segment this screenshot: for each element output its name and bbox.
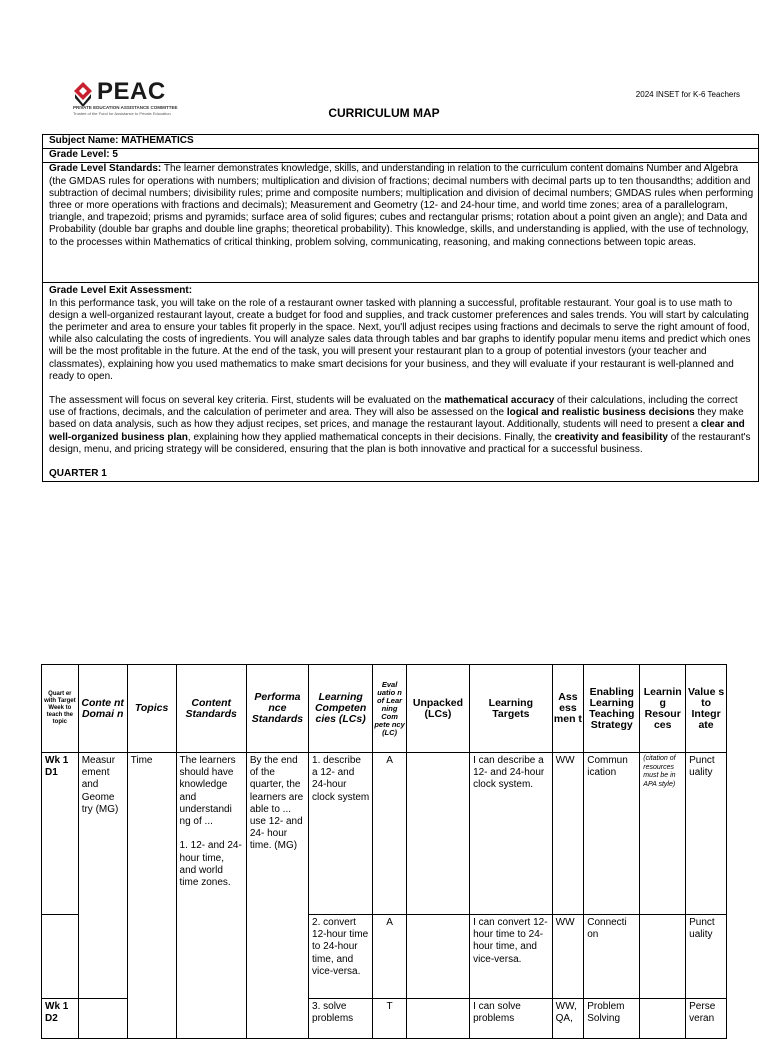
document-title: CURRICULUM MAP (328, 106, 440, 120)
domain-cell (78, 999, 127, 1039)
performance-standards-cell: By the end of the quarter, the learners are able to ... use 12- and 24- hour time. (MG) (246, 753, 308, 1039)
logo-tagline: Trustee of the Fund for Assistance to Private Education (73, 111, 171, 116)
exit-paragraph-1: In this performance task, you will take on the role of a restaurant owner tasked with planning a successful, profitable restaurant. Your goal is to use math to design a well-organized restaurant layout, create a budget for food and supplies, and track customer preferences and sales trends. You will start by calculating the perimeter and area to ensure your tables fit properly in the space. Next, you'll adjust recipes using fractions and decimals to serve the right amount of food, while also calculating the costs of ingredients. You will analyze sales data through tables and bar graphs to identify popular menu items and predict which ones will be the most profitable in the future. At the end of the task, you will present your restaurant plan to a group of potential investors (your teacher and classmates), explaining how you used mathematics to make smart decisions for your business, and they will evaluate if your restaurant is well-planned and ready to open. (49, 297, 751, 382)
header-assessment: Ass ess men t (552, 665, 584, 753)
domain-cell: Measur ement and Geome try (MG) (78, 753, 127, 999)
unpacked-cell (406, 915, 469, 999)
week-cell: Wk 1 D1 (42, 753, 79, 915)
eval-cell: A (373, 915, 407, 999)
values-cell: Perse veran (686, 999, 727, 1039)
strategy-cell: Commun ication (584, 753, 640, 915)
header-learning-competencies: Learning Competen cies (LCs) (309, 665, 373, 753)
header-topics: Topics (127, 665, 176, 753)
assessment-cell: WW, QA, (552, 999, 584, 1039)
unpacked-cell (406, 753, 469, 915)
topic-cell: Time (127, 753, 176, 1039)
inset-label: 2024 INSET for K-6 Teachers (635, 90, 740, 99)
unpacked-cell (406, 999, 469, 1039)
values-cell: Punct uality (686, 915, 727, 999)
eval-cell: T (373, 999, 407, 1039)
header-unpacked: Unpacked (LCs) (406, 665, 469, 753)
exit-label: Grade Level Exit Assessment: (49, 285, 193, 297)
header-strategy: Enabling Learning Teaching Strategy (584, 665, 640, 753)
header-evaluation: Eval uatio n of Lear ning Com pete ncy (LC) (373, 665, 407, 753)
content-standards-cell: The learners should have knowledge and understandi ng of ... 1. 12- and 24-hour time, and world time zones. (176, 753, 246, 1039)
curriculum-map-table (41, 664, 727, 1039)
table-row (42, 753, 727, 915)
header-content-domain: Conte nt Domai n (78, 665, 127, 753)
strategy-cell: Connecti on (584, 915, 640, 999)
resources-cell (640, 915, 686, 999)
eval-cell: A (373, 753, 407, 915)
assessment-cell: WW (552, 753, 584, 915)
header-resources: Learnin g Resour ces (640, 665, 686, 753)
subject-name: Subject Name: MATHEMATICS (43, 135, 758, 149)
header-content-standards: Content Standards (176, 665, 246, 753)
week-cell: Wk 1 D2 (42, 999, 79, 1039)
header-values: Value s to Integr ate (686, 665, 727, 753)
lc-cell: 1. describe a 12- and 24-hour clock system (309, 753, 373, 915)
grade-level: Grade Level: 5 (43, 149, 758, 163)
logo-wordmark: PEAC (97, 78, 166, 105)
lc-cell: 2. convert 12-hour time to 24-hour time, and vice-versa. (309, 915, 373, 999)
resources-cell (640, 999, 686, 1039)
values-cell: Punct uality (686, 753, 727, 915)
header-performance-standards: Performa nce Standards (246, 665, 308, 753)
grade-info-box (42, 134, 759, 482)
standards-label: Grade Level Standards: (49, 163, 162, 175)
grade-level-standards (43, 163, 758, 283)
header-learning-targets: Learning Targets (470, 665, 553, 753)
logo-subtitle: PRIVATE EDUCATION ASSISTANCE COMMITTEE (73, 105, 178, 110)
assessment-cell: WW (552, 915, 584, 999)
week-cell (42, 915, 79, 999)
table-header-row (42, 665, 727, 753)
grade-level-exit-assessment (43, 283, 758, 481)
standards-text: The learner demonstrates knowledge, skills, and understanding in relation to the curriculum content domains Number and Algebra (the GMDAS rules for operations with numbers; multiplication and division of fractions; decimal numbers with decimal parts up to ten thousandths; addition and subtraction of decimal numbers; divisibility rules; prime and composite numbers; multiplication and division of decimal numbers; GMDAS rules when performing three or more operations with fractions and decimals); Measurement and Geometry (12- and 24-hour time, and world time zones; area of a parallelogram, triangle, and trapezoid; prisms and pyramids; surface area of solid figures; cubes and rectangular prisms; rotation about a point given an angle); and Data and Probability (double bar graphs and double line graphs; theoretical probability). This knowledge, skills, and understanding is applied, with the use of technology, to the processes within Mathematics of critical thinking, problem solving, communicating, reasoning, and making connections between topic areas. (49, 163, 754, 248)
resources-cell: (citation of resources must be in APA style) (640, 753, 686, 915)
exit-paragraph-2: The assessment will focus on several key criteria. First, students will be evaluated on the mathematical accuracy of their calculations, including the correct use of fractions, decimals, and the calculation of perimeter and area. They will also be assessed on the logical and realistic business decisions they make based on data analysis, such as how they adjust recipes, set prices, and manage the restaurant layout. Additionally, students will need to present a clear and well-organized business plan, explaining how they applied mathematical concepts in their decisions. Finally, the creativity and feasibility of the restaurant's design, menu, and pricing strategy will be considered, ensuring that the plan is both innovative and practical for a successful business. (49, 395, 751, 455)
target-cell: I can convert 12-hour time to 24-hour time, and vice-versa. (470, 915, 553, 999)
lc-cell: 3. solve problems (309, 999, 373, 1039)
strategy-cell: Problem Solving (584, 999, 640, 1039)
header-quarter: Quart er with Target Week to teach the topic (42, 665, 79, 753)
quarter-label: QUARTER 1 (49, 468, 107, 480)
target-cell: I can describe a 12- and 24-hour clock system. (470, 753, 553, 915)
target-cell: I can solve problems (470, 999, 553, 1039)
